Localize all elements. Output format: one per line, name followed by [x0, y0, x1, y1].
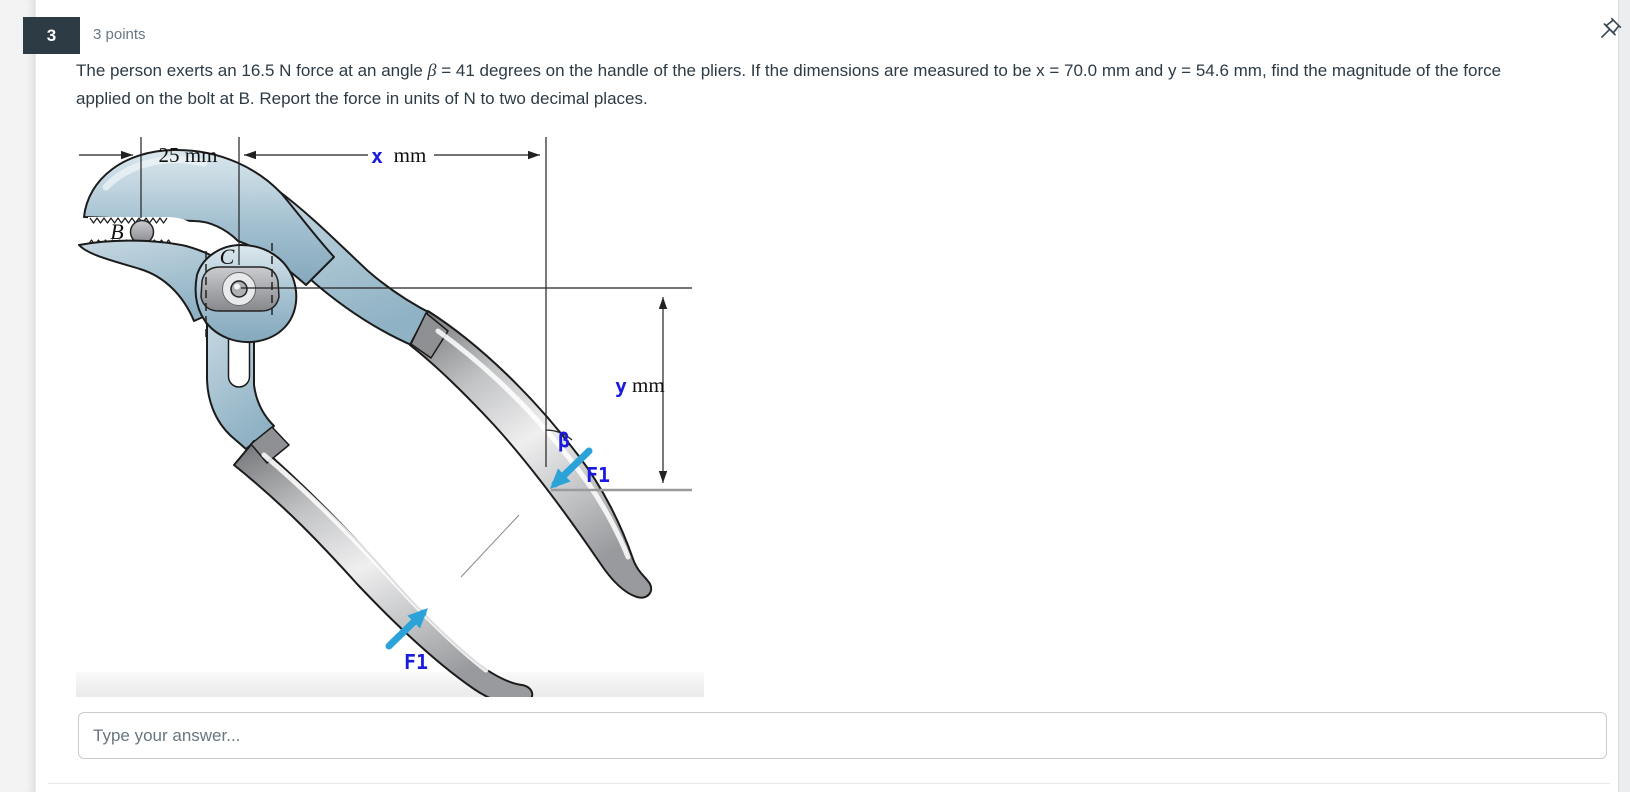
pliers-figure [76, 125, 704, 697]
pin-question-button[interactable] [1592, 15, 1626, 49]
dim-25mm-label: 25 mm [158, 143, 218, 167]
pliers-diagram [76, 125, 704, 697]
point-c-label: C [219, 244, 235, 269]
force-arrows [389, 451, 589, 646]
beta-symbol: β [427, 60, 437, 80]
question-number: 3 [46, 25, 57, 45]
dim-x-unit: mm [393, 143, 427, 167]
page-left-gutter [0, 0, 36, 792]
answer-input[interactable] [78, 712, 1607, 759]
question-number-badge [23, 17, 80, 54]
pivot-nut-c [201, 267, 279, 311]
beta-angle-label: β [557, 428, 571, 452]
dim-y-variable: y [614, 374, 628, 398]
pushpin-icon [1592, 15, 1626, 49]
dim-y-unit: mm [632, 373, 665, 397]
question-text [76, 56, 1536, 113]
point-b-label: B [110, 219, 124, 244]
upper-handle [410, 311, 651, 598]
dim-x-variable: x [370, 144, 384, 168]
f1-lower-label: F1 [404, 650, 429, 674]
scrollbar-track[interactable] [1618, 0, 1630, 792]
pliers-body [79, 150, 651, 697]
question-text-part1: The person exerts an 16.5 N force at an angle [76, 61, 428, 80]
points-label: 3 points [93, 26, 146, 43]
f1-upper-label: F1 [586, 463, 611, 487]
question-text-part2: = 41 degrees on the handle of the pliers. If the dimensions are measured to be x = 70.0 mm and y = 54.6 mm, find the magnitude of the force applied on the bolt at B. Report the force in units of N to two decimal places. [76, 61, 1502, 108]
question-divider [48, 783, 1610, 784]
figure-floor-band [76, 672, 704, 697]
